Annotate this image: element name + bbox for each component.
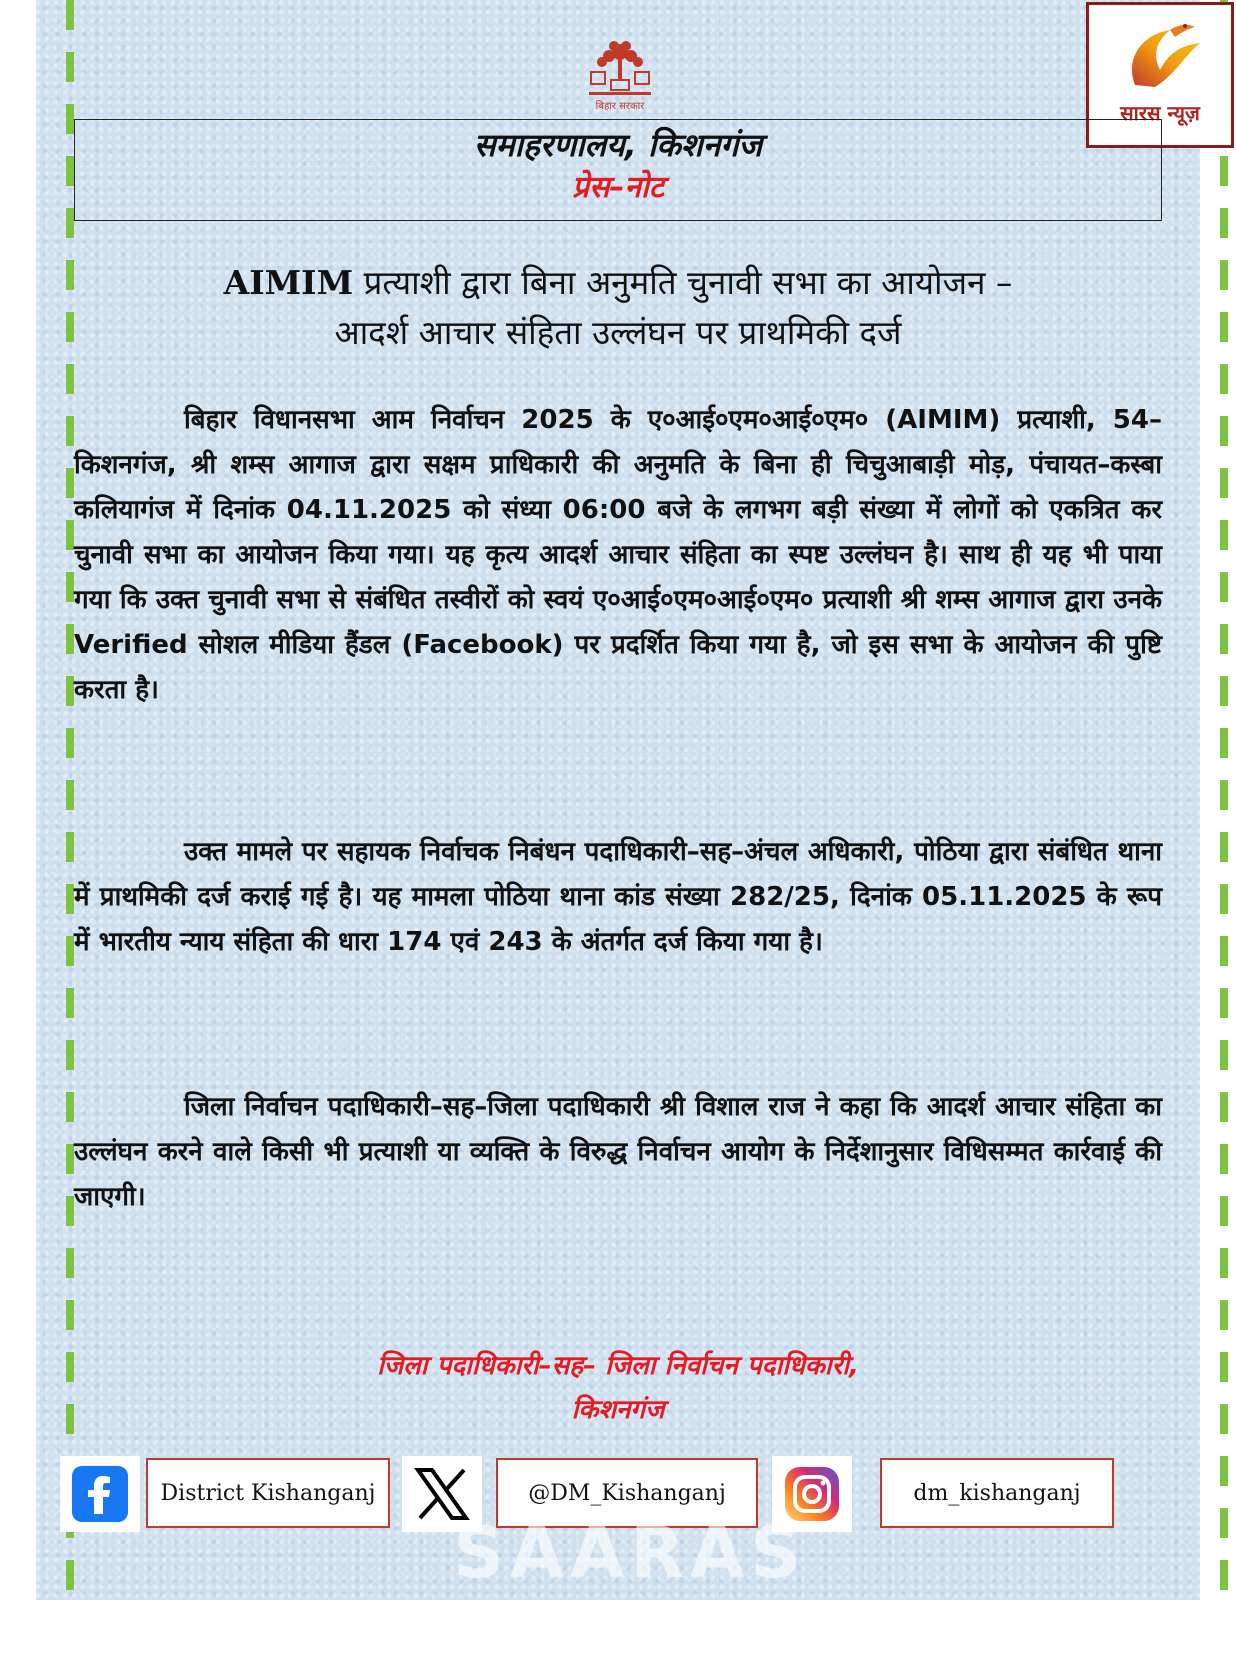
signature-line-2: किशनगंज [571,1395,665,1425]
press-note-title: प्रेस–नोट [572,170,664,205]
office-title: समाहरणालय, किशनगंज [473,126,763,164]
watermark: SAARAS NEWS [453,1512,807,1676]
crane-bird-icon [1115,15,1205,95]
emblem-caption: बिहार सरकार [595,101,645,112]
brand-name: सारस न्यूज़ [1120,101,1200,125]
headline-line-2: आदर्श आचार संहिता उल्लंघन पर प्राथमिकी दर्ज [334,313,902,352]
headline [74,258,1162,358]
signature-block [74,1344,1162,1432]
headline-party: AIMIM [223,263,354,302]
instagram-handle[interactable]: dm_kishanganj [880,1458,1114,1528]
signature-line-1: जिला पदाधिकारी–सह– जिला निर्वाचन पदाधिकारी, [377,1351,859,1381]
bodhi-tree-icon [585,38,655,100]
x-handle[interactable]: @DM_Kishanganj [496,1458,758,1528]
headline-line-1-text: प्रत्याशी द्वारा बिना अनुमति चुनावी सभा का आयोजन – [363,263,1013,302]
paragraph-1: बिहार विधानसभा आम निर्वाचन 2025 के ए०आई०एम०आई०एम० (AIMIM) प्रत्याशी, 54–किशनगंज, श्री शम्स आगाज द्वारा सक्षम प्राधिकारी की अनुमति के बिना ही चिचुआबाड़ी मोड़, पंचायत–कस्बा कलियागंज में दिनांक 04.11.2025 को संध्या 06:00 बजे के लगभग बड़ी संख्या में लोगों को एकत्रित कर चुनावी सभा का आयोजन किया गया। यह कृत्य आदर्श आचार संहिता का स्पष्ट उल्लंघन है। साथ ही यह भी पाया गया कि उक्त चुनावी सभा से संबंधित तस्वीरों को स्वयं ए०आई०एम०आई०एम० प्रत्याशी श्री शम्स आगाज द्वारा उनके Verified सोशल मीडिया हैंडल (Facebook) पर प्रदर्शित किया गया है, जो इस सभा के आयोजन की पुष्टि करता है। [74,405,1162,705]
header-box [74,119,1162,221]
facebook-icon[interactable] [60,1456,140,1532]
facebook-handle[interactable]: District Kishanganj [146,1458,390,1528]
left-green-border [66,0,74,1600]
headline-line-1 [74,258,1162,308]
paragraph-2: उक्त मामले पर सहायक निर्वाचक निबंधन पदाधिकारी–सह–अंचल अधिकारी, पोठिया द्वारा संबंधित थाना में प्राथमिकी दर्ज कराई गई है। यह मामला पोठिया थाना कांड संख्या 282/25, दिनांक 05.11.2025 के रूप में भारतीय न्याय संहिता की धारा 174 एवं 243 के अंतर्गत दर्ज किया गया है। [74,837,1162,957]
bihar-government-emblem [575,38,665,118]
right-green-border [1220,0,1228,1600]
paragraph-3: जिला निर्वाचन पदाधिकारी–सह–जिला पदाधिकारी श्री विशाल राज ने कहा कि आदर्श आचार संहिता का उल्लंघन करने वाले किसी भी प्रत्याशी या व्यक्ति के विरुद्ध निर्वाचन आयोग के निर्देशानुसार विधिसम्मत कार्रवाई की जाएगी। [74,1092,1162,1212]
